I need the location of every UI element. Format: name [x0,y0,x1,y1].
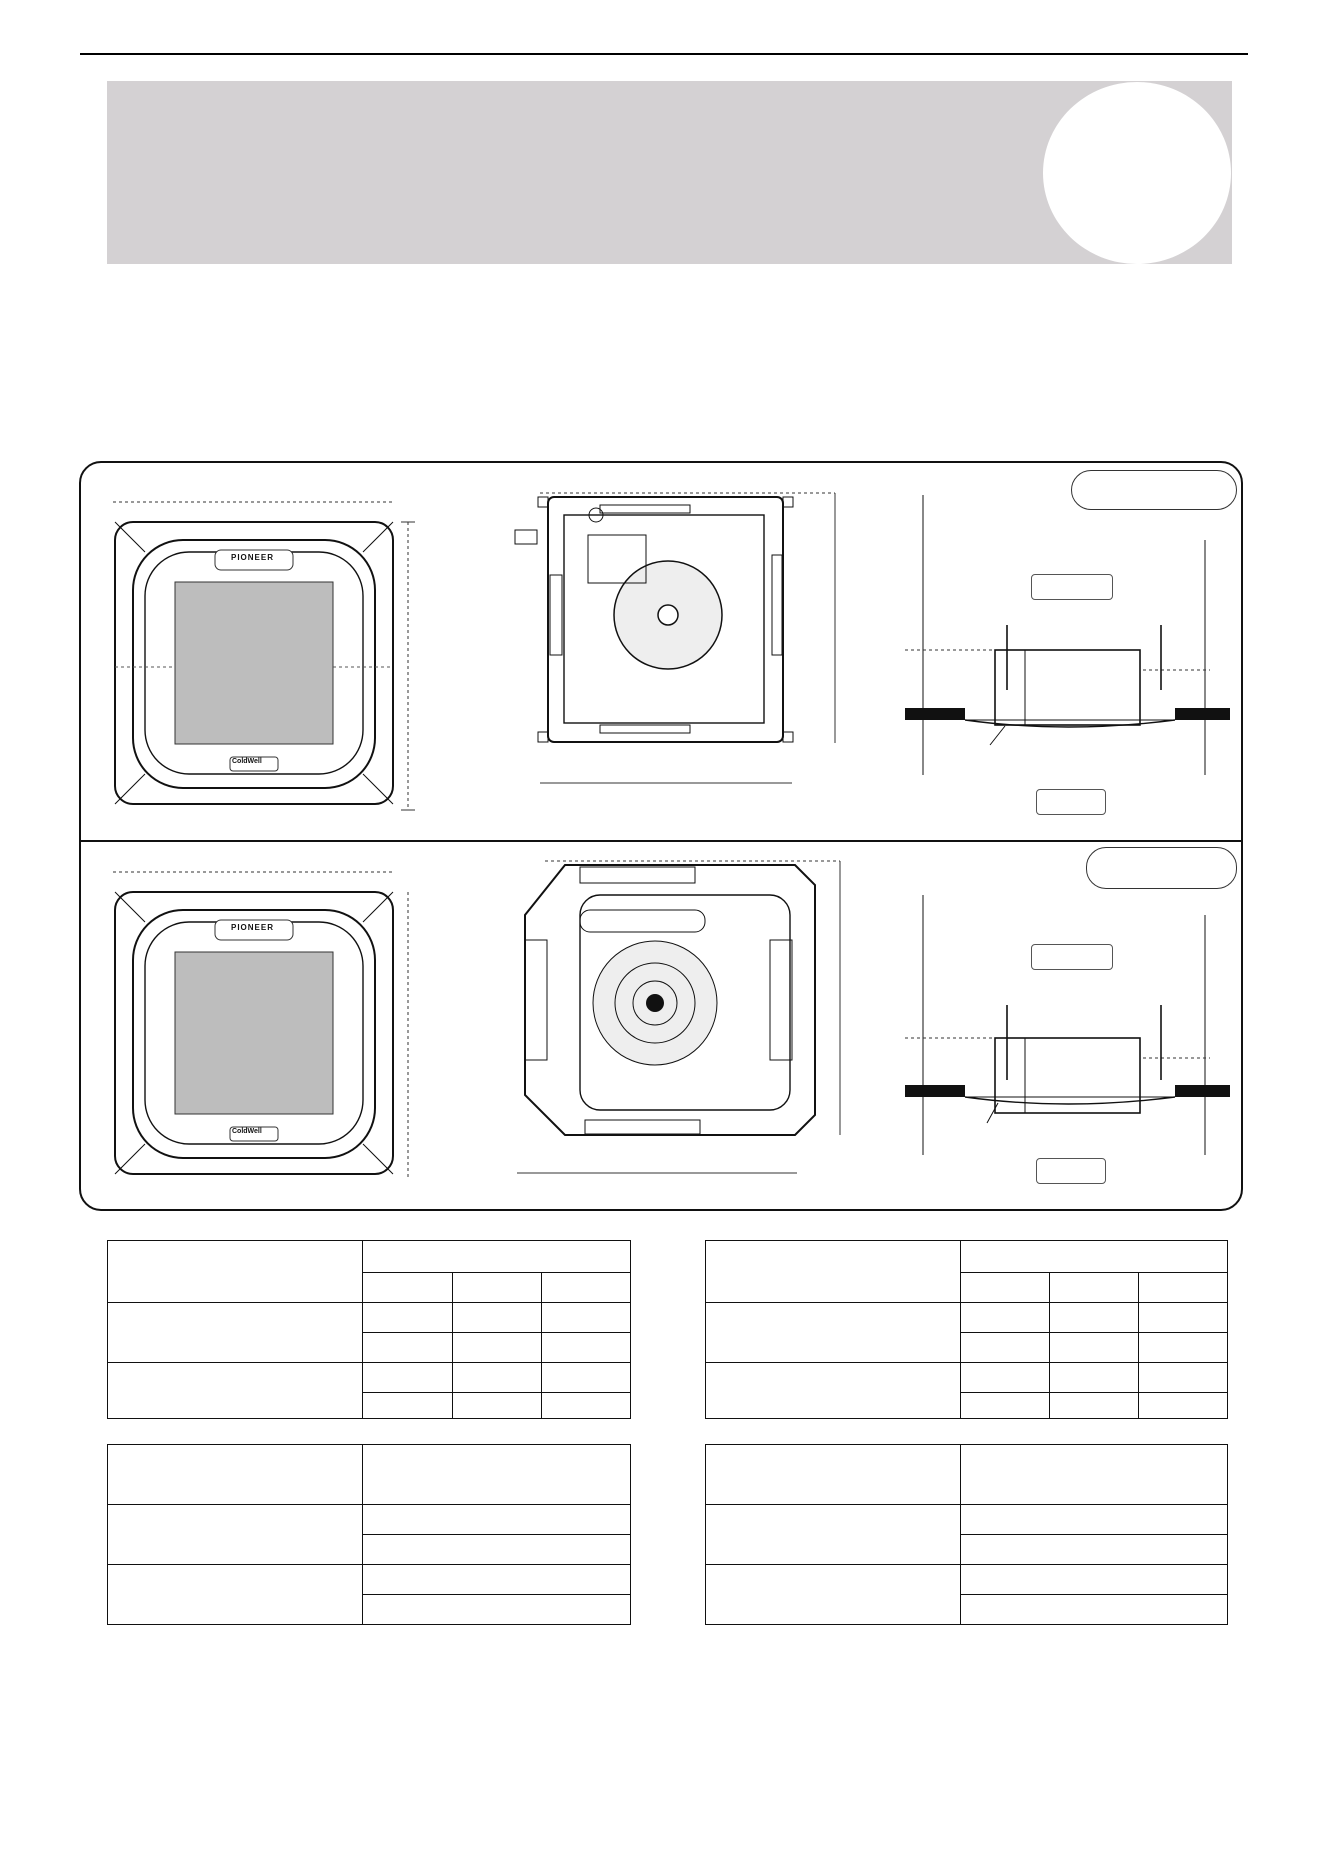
table-cell [961,1241,1228,1273]
table-cell [1139,1393,1228,1419]
table-cell [453,1273,542,1303]
table-cell [453,1393,542,1419]
table-cell [453,1303,542,1333]
table-cell [108,1363,363,1419]
table-cell [363,1535,631,1565]
table-cell [961,1445,1228,1505]
top-view-2 [505,855,850,1185]
table-cell [363,1333,453,1363]
grille-label: ColdWell [232,758,262,765]
table-cell [363,1595,631,1625]
table-cell [961,1333,1050,1363]
brand-logo: PIONEER [231,553,275,562]
table-cell [706,1303,961,1363]
table-cell [706,1505,961,1565]
table-cell [1050,1333,1139,1363]
top-rule [80,53,1248,55]
side-view-1-upper-tag [1031,574,1113,600]
table-cell [363,1445,631,1505]
table-cell [706,1363,961,1419]
table-cell [961,1505,1228,1535]
spec-table-right [705,1240,1228,1419]
side-view-2 [895,865,1240,1165]
table-cell [108,1565,363,1625]
table-cell [961,1535,1228,1565]
table-cell [363,1273,453,1303]
side-view-1-badge [1071,470,1237,510]
side-view-1 [895,490,1240,780]
table-cell [961,1303,1050,1333]
table-cell [542,1273,631,1303]
side-view-2-badge [1086,847,1237,889]
table-cell [542,1363,631,1393]
table-cell [1139,1303,1228,1333]
front-view-2 [95,862,425,1187]
table-cell [363,1565,631,1595]
table-cell [961,1273,1050,1303]
table-cell [961,1565,1228,1595]
top-view-1 [500,485,845,795]
table-cell [1050,1273,1139,1303]
brand-logo-2: PIONEER [231,923,275,932]
spec-table-left [107,1240,631,1419]
table-cell [108,1445,363,1505]
table-cell [1050,1363,1139,1393]
table-cell [1139,1363,1228,1393]
table-cell [363,1393,453,1419]
table-cell [542,1303,631,1333]
panel-divider [81,840,1241,842]
spec-table-left-2 [107,1444,631,1625]
side-view-2-lower-tag [1036,1158,1106,1184]
table-cell [961,1363,1050,1393]
table-cell [453,1333,542,1363]
table-cell [961,1393,1050,1419]
spec-table-right-2 [705,1444,1228,1625]
table-cell [961,1595,1228,1625]
table-cell [453,1363,542,1393]
table-cell [108,1241,363,1303]
side-view-1-lower-tag [1036,789,1106,815]
table-cell [363,1303,453,1333]
table-cell [1139,1273,1228,1303]
table-cell [108,1505,363,1565]
banner-circle [1043,82,1231,264]
table-cell [108,1303,363,1363]
table-cell [542,1333,631,1363]
table-cell [706,1445,961,1505]
table-cell [1050,1393,1139,1419]
table-cell [1139,1333,1228,1363]
front-view-1 [95,492,425,817]
table-cell [706,1241,961,1303]
table-cell [363,1363,453,1393]
table-cell [363,1505,631,1535]
table-cell [542,1393,631,1419]
grille-label-2: ColdWell [232,1128,262,1135]
table-cell [1050,1303,1139,1333]
table-cell [706,1565,961,1625]
side-view-2-upper-tag [1031,944,1113,970]
table-cell [363,1241,631,1273]
